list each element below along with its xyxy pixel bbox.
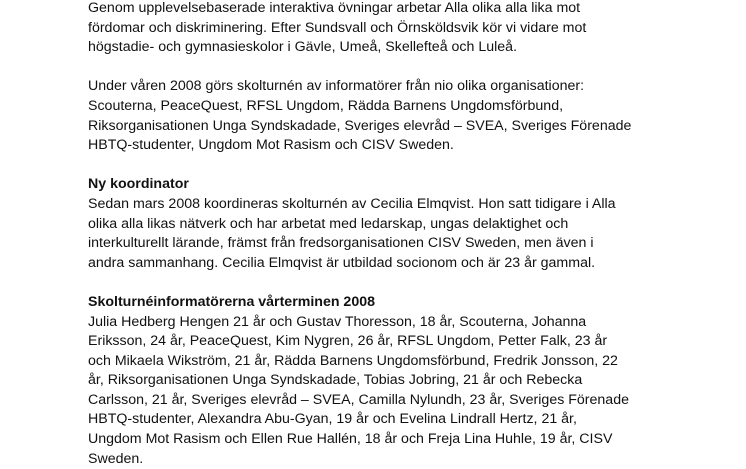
intro-paragraph (88, 0, 738, 58)
section-heading: Skolturnéinformatörerna vårterminen 2008 (88, 293, 375, 310)
paragraph-line: Genom upplevelsebaserade interaktiva övningar arbetar Alla olika alla lika mot (88, 0, 581, 16)
paragraph-line: andra sammanhang. Cecilia Elmqvist är utbildad socionom och är 23 år gammal. (88, 254, 596, 271)
paragraph-line: Under våren 2008 görs skolturnén av informatörer från nio olika organisationer: (88, 78, 585, 95)
paragraph-line: Sedan mars 2008 koordineras skolturnén av Cecilia Elmqvist. Hon satt tidigare i Alla (88, 195, 616, 212)
paragraph-line: Scouterna, PeaceQuest, RFSL Ungdom, Rädda Barnens Ungdomsförbund, (88, 97, 564, 114)
paragraph-gap (88, 156, 738, 176)
paragraph-line: högstadie- och gymnasieskolor i Gävle, Umeå, Skellefteå och Luleå. (88, 39, 518, 56)
paragraph-line: HBTQ-studenter, Ungdom Mot Rasism och CISV Sweden. (88, 137, 454, 154)
paragraph-gap (88, 273, 738, 293)
section-heading: Ny koordinator (88, 176, 189, 193)
paragraph-line: interkulturellt lärande, främst från fredsorganisationen CISV Sweden, men även i (88, 235, 594, 252)
informants-section (88, 293, 738, 469)
paragraph-line: år, Riksorganisationen Unga Syndskadade, Tobias Jobring, 21 år och Rebecka (88, 372, 583, 389)
paragraph-line: fördomar och diskriminering. Efter Sundsvall och Örnsköldsvik kör vi vidare mot (88, 19, 587, 36)
document-body (88, 0, 738, 469)
paragraph-line: och Mikaela Wikström, 21 år, Rädda Barnens Ungdomsförbund, Fredrik Jonsson, 22 (88, 352, 618, 369)
paragraph-line: HBTQ-studenter, Alexandra Abu-Gyan, 19 år och Evelina Lindrall Hertz, 21 år, (88, 411, 577, 428)
paragraph-line: Ungdom Mot Rasism och Ellen Rue Hallén, 18 år och Freja Lina Huhle, 19 år, CISV (88, 431, 613, 448)
paragraph-line: Eriksson, 24 år, PeaceQuest, Kim Nygren, 26 år, RFSL Ungdom, Petter Falk, 23 år (88, 333, 608, 350)
paragraph-line: olika alla likas nätverk och har arbetat med ledarskap, ungas delaktighet och (88, 215, 569, 232)
paragraph-line: Julia Hedberg Hengen 21 år och Gustav Thoresson, 18 år, Scouterna, Johanna (88, 313, 587, 330)
paragraph-line: Carlsson, 21 år, Sveriges elevråd – SVEA, Camilla Nylundh, 23 år, Sveriges Förenade (88, 391, 629, 408)
coordinator-section (88, 175, 738, 273)
paragraph-line: Sweden. (88, 450, 144, 467)
paragraph-line: Riksorganisationen Unga Syndskadade, Sveriges elevråd – SVEA, Sveriges Förenade (88, 117, 632, 134)
paragraph-gap (88, 58, 738, 78)
spring-paragraph (88, 77, 738, 155)
